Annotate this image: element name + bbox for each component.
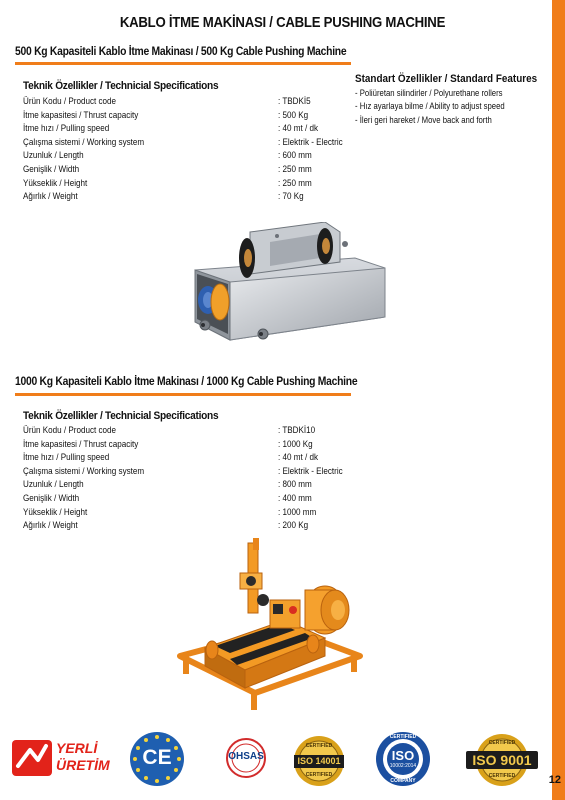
feature-item: - Hız ayarlaya bilme / Ability to adjust speed (355, 101, 505, 112)
spec-value: : 400 mm (278, 492, 312, 503)
section-2-spec-table (23, 424, 353, 533)
section-1-spec-heading: Teknik Özellikler / Technicial Specifications (23, 80, 219, 92)
spec-label: Çalışma sistemi / Working system (23, 465, 145, 476)
spec-label: Genişlik / Width (23, 163, 80, 174)
spec-row (23, 519, 353, 533)
iso-company-top-label: CERTIFIED (389, 734, 417, 740)
section-1-spec-table (23, 95, 353, 204)
yerli-uretim-logo (10, 736, 110, 780)
spec-value: : 1000 Kg (278, 438, 313, 449)
spec-value: : 40 mt / dk (278, 123, 318, 134)
spec-row (23, 506, 353, 520)
spec-value: : 200 Kg (278, 520, 309, 531)
spec-label: Genişlik / Width (23, 492, 80, 503)
section-1-title: 500 Kg Kapasiteli Kablo İtme Makinası / 500 Kg Cable Pushing Machine (15, 46, 347, 58)
spec-value: : 40 mt / dk (278, 452, 318, 463)
iso-company-sub-label: 10002:2014 (389, 763, 417, 769)
spec-row (23, 149, 353, 163)
features-heading: Standart Özellikler / Standard Features (355, 73, 538, 85)
spec-value: : 500 Kg (278, 109, 309, 120)
certification-logos (10, 730, 550, 790)
spec-label: İtme kapasitesi / Thrust capacity (23, 438, 139, 449)
iso-9001-bottom-label: CERTIFIED (488, 773, 516, 779)
ohsas-logo (215, 736, 277, 784)
page-number: 12 (548, 774, 561, 786)
page-title: KABLO İTME MAKİNASI / CABLE PUSHING MACHINE (119, 14, 446, 31)
ce-mark-logo (128, 730, 186, 788)
spec-label: Ağırlık / Weight (23, 191, 78, 202)
spec-label: Yükseklik / Height (23, 506, 88, 517)
spec-row (23, 438, 353, 452)
spec-row (23, 492, 353, 506)
spec-row (23, 190, 353, 204)
yerli-label: YERLİ (56, 740, 98, 756)
spec-row (23, 163, 353, 177)
spec-label: İtme kapasitesi / Thrust capacity (23, 109, 139, 120)
page-accent-stripe (552, 0, 565, 800)
iso-14001-logo (290, 734, 348, 788)
cable-pushing-machine-1000kg-image (175, 538, 365, 723)
spec-value: : Elektrik - Electric (278, 465, 343, 476)
spec-label: İtme hızı / Pulling speed (23, 123, 110, 134)
spec-value: : 250 mm (278, 177, 312, 188)
spec-value: : 70 Kg (278, 191, 304, 202)
spec-row (23, 465, 353, 479)
section-2-title: 1000 Kg Kapasiteli Kablo İtme Makinası / 1000 Kg Cable Pushing Machine (15, 376, 358, 388)
spec-row (23, 136, 353, 150)
spec-label: Ürün Kodu / Product code (23, 425, 117, 435)
section-1-rule (15, 62, 351, 65)
spec-label: Yükseklik / Height (23, 177, 88, 188)
uretim-label: ÜRETİM (56, 757, 110, 773)
standard-features (355, 73, 545, 127)
spec-row (23, 109, 353, 123)
spec-label: Ürün Kodu / Product code (23, 96, 117, 106)
cable-pushing-machine-500kg-image (175, 222, 390, 352)
spec-row (23, 177, 353, 191)
spec-value: : 250 mm (278, 163, 312, 174)
feature-item: - İleri geri hareket / Move back and forth (355, 114, 492, 125)
ce-label: CE (142, 746, 172, 769)
spec-value: : 600 mm (278, 150, 312, 161)
spec-label: Çalışma sistemi / Working system (23, 136, 145, 147)
feature-item: - Poliüretan silindirler / Polyurethane rollers (355, 88, 503, 98)
iso-14001-label: ISO 14001 (297, 756, 341, 766)
spec-value: : 1000 mm (278, 506, 317, 517)
iso-company-bottom-label: COMPANY (390, 778, 416, 784)
spec-value: : TBDKİ10 (278, 425, 316, 435)
spec-row (23, 424, 353, 438)
iso-9001-top-label: CERTIFIED (488, 740, 516, 746)
section-2-rule (15, 393, 351, 396)
spec-value: : 800 mm (278, 479, 312, 490)
iso-company-label: ISO (391, 748, 415, 763)
spec-label: Ağırlık / Weight (23, 520, 78, 531)
iso-14001-top-label: CERTIFIED (305, 743, 333, 749)
section-2-spec-heading: Teknik Özellikler / Technicial Specifications (23, 410, 219, 422)
spec-value: : Elektrik - Electric (278, 136, 343, 147)
iso-9001-logo (462, 732, 542, 788)
iso-9001-label: ISO 9001 (472, 752, 532, 768)
iso-14001-bottom-label: CERTIFIED (305, 772, 333, 778)
spec-value: : TBDKİ5 (278, 96, 311, 106)
ohsas-label: OHSAS (228, 751, 264, 762)
spec-row (23, 122, 353, 136)
spec-label: Uzunluk / Length (23, 150, 84, 161)
spec-row (23, 451, 353, 465)
iso-certified-company-logo (374, 730, 432, 788)
spec-label: İtme hızı / Pulling speed (23, 452, 110, 463)
spec-row (23, 478, 353, 492)
spec-row (23, 95, 353, 109)
spec-label: Uzunluk / Length (23, 479, 84, 490)
